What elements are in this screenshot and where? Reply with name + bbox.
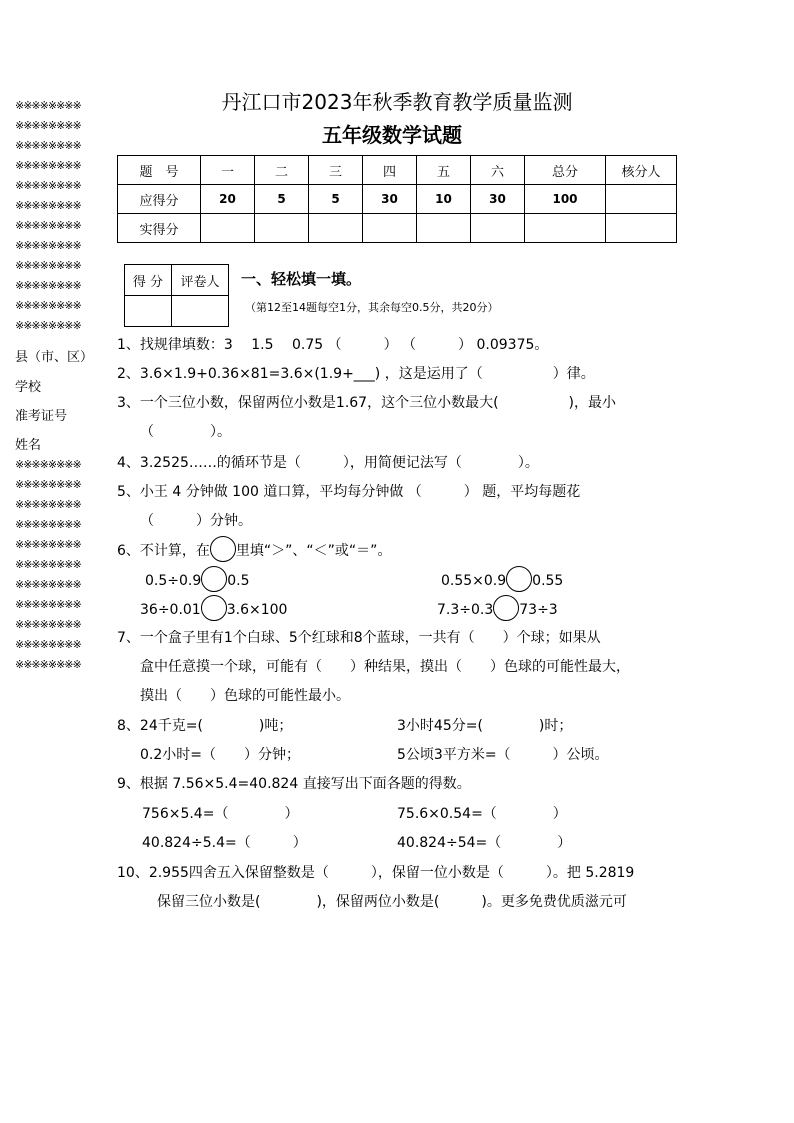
- due-score-cell: 30: [363, 185, 417, 214]
- question-6-item-a: [145, 568, 250, 594]
- score-table-header-cell: 核分人: [606, 156, 677, 185]
- score-table-header-cell: 四: [363, 156, 417, 185]
- question-6-item-d: [437, 597, 558, 623]
- section-title: 一、轻松填一填。: [241, 270, 362, 288]
- sidebar-stars-row: ※※※※※※※※: [15, 239, 81, 252]
- score-table-actual-row: [118, 214, 677, 243]
- compare-left: 0.55×0.9: [441, 573, 507, 589]
- actual-score-cell[interactable]: [606, 214, 677, 243]
- due-row-label: 应得分: [118, 185, 201, 214]
- question-7-line-1: 7、一个盒子里有1个白球、5个红球和8个蓝球，一共有（ ）个球；如果从: [117, 630, 601, 646]
- question-5-line-2: （ ）分钟。: [140, 513, 252, 529]
- sidebar-stars-row: ※※※※※※※※: [15, 219, 81, 232]
- sidebar-stars-row: ※※※※※※※※: [15, 159, 81, 172]
- actual-score-cell[interactable]: [363, 214, 417, 243]
- sidebar-stars-row: ※※※※※※※※: [15, 139, 81, 152]
- page-subtitle-text: 五年级数学试题: [322, 123, 462, 147]
- sidebar-stars-row: ※※※※※※※※: [15, 119, 81, 132]
- question-5-line-1: 5、小王 4 分钟做 100 道口算，平均每分钟做 （ ） 题，平均每题花: [117, 484, 581, 500]
- due-score-cell: 100: [525, 185, 606, 214]
- question-2: 2、3.6×1.9+0.36×81=3.6×(1.9+___) ，这是运用了（ ）律。: [117, 366, 595, 382]
- question-7-line-3: 摸出（ ）色球的可能性最小。: [140, 688, 350, 704]
- sidebar-stars-row: ※※※※※※※※: [15, 279, 81, 292]
- grader-score-header: 得 分: [125, 265, 172, 296]
- section-note: （第12至14题每空1分，其余每空0.5分，共20分）: [245, 301, 499, 314]
- question-3-line-1: 3、一个三位小数，保留两位小数是1.67，这个三位小数最大( )，最小: [117, 395, 617, 411]
- question-8-d: 5公顷3平方米=（ ）公顷。: [397, 747, 609, 763]
- score-table-header-cell: 二: [255, 156, 309, 185]
- actual-score-cell[interactable]: [255, 214, 309, 243]
- sidebar-stars-row: ※※※※※※※※: [15, 598, 81, 611]
- question-1: 1、找规律填数：3 1.5 0.75 （ ） （ ） 0.09375。: [117, 337, 549, 353]
- score-table-header-cell: 五: [417, 156, 471, 185]
- question-6-prefix: 6、不计算，在: [117, 543, 210, 559]
- compare-circle-icon[interactable]: [201, 595, 227, 621]
- actual-score-cell[interactable]: [471, 214, 525, 243]
- question-9: 9、根据 7.56×5.4=40.824 直接写出下面各题的得数。: [117, 776, 471, 792]
- due-score-cell: 10: [417, 185, 471, 214]
- score-table-header-cell: 六: [471, 156, 525, 185]
- actual-score-cell[interactable]: [417, 214, 471, 243]
- compare-left: 36÷0.01: [140, 602, 201, 618]
- compare-left: 7.3÷0.3: [437, 602, 494, 618]
- score-table-header-cell: 总分: [525, 156, 606, 185]
- due-score-cell: 30: [471, 185, 525, 214]
- actual-score-cell[interactable]: [309, 214, 363, 243]
- compare-right: 3.6×100: [226, 602, 288, 618]
- score-table-header-row: [118, 156, 677, 185]
- sidebar-stars-row: ※※※※※※※※: [15, 319, 81, 332]
- page-subtitle: [0, 119, 714, 148]
- question-10-line-1: 10、2.955四舍五入保留整数是（ ），保留一位小数是（ ）。把 5.2819: [117, 865, 635, 881]
- question-10-line-2: 保留三位小数是( )，保留两位小数是( )。更多免费优质滋元可: [157, 894, 627, 910]
- question-3-line-2: （ ）。: [140, 424, 231, 440]
- grader-reviewer-header: 评卷人: [172, 265, 229, 296]
- sidebar-stars-row: ※※※※※※※※: [15, 259, 81, 272]
- sidebar-stars-row: ※※※※※※※※: [15, 99, 81, 112]
- sidebar-stars-row: ※※※※※※※※: [15, 179, 81, 192]
- sidebar-stars-row: ※※※※※※※※: [15, 199, 81, 212]
- grader-reviewer-cell[interactable]: [172, 296, 229, 327]
- question-8-b: 3小时45分=( )时；: [397, 718, 573, 734]
- sidebar-stars-row: ※※※※※※※※: [15, 518, 81, 531]
- question-9-c: 40.824÷5.4=（ ）: [142, 835, 307, 851]
- sidebar-star-column-bottom: [15, 455, 81, 675]
- question-9-b: 75.6×0.54=（ ）: [397, 806, 567, 822]
- sidebar-stars-row: ※※※※※※※※: [15, 558, 81, 571]
- question-7-line-2: 盒中任意摸一个球，可能有（ ）种结果，摸出（ ）色球的可能性最大，: [140, 659, 630, 675]
- question-6-item-b: [441, 568, 563, 594]
- score-table-header-cell: 题 号: [118, 156, 201, 185]
- due-score-cell: [606, 185, 677, 214]
- compare-right: 73÷3: [519, 602, 558, 618]
- compare-right: 0.55: [532, 573, 564, 589]
- grader-entry-row: [125, 296, 229, 327]
- compare-circle-icon[interactable]: [506, 566, 532, 592]
- sidebar-stars-row: ※※※※※※※※: [15, 538, 81, 551]
- grader-box: [124, 264, 229, 327]
- grader-header-row: [125, 265, 229, 296]
- actual-score-cell[interactable]: [525, 214, 606, 243]
- score-table-header-cell: 一: [201, 156, 255, 185]
- score-table: [117, 155, 677, 243]
- question-8-c: 0.2小时=（ ）分钟；: [140, 747, 300, 763]
- name-label: 姓名: [15, 438, 42, 453]
- actual-score-cell[interactable]: [201, 214, 255, 243]
- sidebar-stars-row: ※※※※※※※※: [15, 458, 81, 471]
- sidebar-stars-row: ※※※※※※※※: [15, 618, 81, 631]
- due-score-cell: 5: [255, 185, 309, 214]
- sidebar-stars-row: ※※※※※※※※: [15, 478, 81, 491]
- question-9-d: 40.824÷54=（ ）: [397, 835, 572, 851]
- sidebar-stars-row: ※※※※※※※※: [15, 658, 81, 671]
- due-score-cell: 5: [309, 185, 363, 214]
- question-6: [117, 538, 391, 564]
- score-table-header-cell: 三: [309, 156, 363, 185]
- due-score-cell: 20: [201, 185, 255, 214]
- exam-number-label: 准考证号: [15, 409, 68, 424]
- question-9-a: 756×5.4=（ ）: [142, 806, 299, 822]
- compare-right: 0.5: [227, 573, 250, 589]
- score-table-due-row: [118, 185, 677, 214]
- school-label: 学校: [15, 380, 42, 395]
- question-6-suffix: 里填“＞”、“＜”或“＝”。: [235, 543, 392, 559]
- actual-row-label: 实得分: [118, 214, 201, 243]
- sidebar-stars-row: ※※※※※※※※: [15, 299, 81, 312]
- grader-score-cell[interactable]: [125, 296, 172, 327]
- page-title: 丹江口市2023年秋季教育教学质量监测: [221, 90, 573, 114]
- compare-circle-icon[interactable]: [493, 595, 519, 621]
- blank-circle-icon: [210, 536, 236, 562]
- question-8-a: 8、24千克=( )吨；: [117, 718, 293, 734]
- county-label: 县（市、区）: [15, 350, 94, 365]
- compare-left: 0.5÷0.9: [145, 573, 202, 589]
- question-6-item-c: [140, 597, 287, 623]
- sidebar-stars-row: ※※※※※※※※: [15, 498, 81, 511]
- sidebar-stars-row: ※※※※※※※※: [15, 638, 81, 651]
- question-4: 4、3.2525……的循环节是（ ），用简便记法写（ ）。: [117, 455, 539, 471]
- sidebar-stars-row: ※※※※※※※※: [15, 578, 81, 591]
- compare-circle-icon[interactable]: [201, 566, 227, 592]
